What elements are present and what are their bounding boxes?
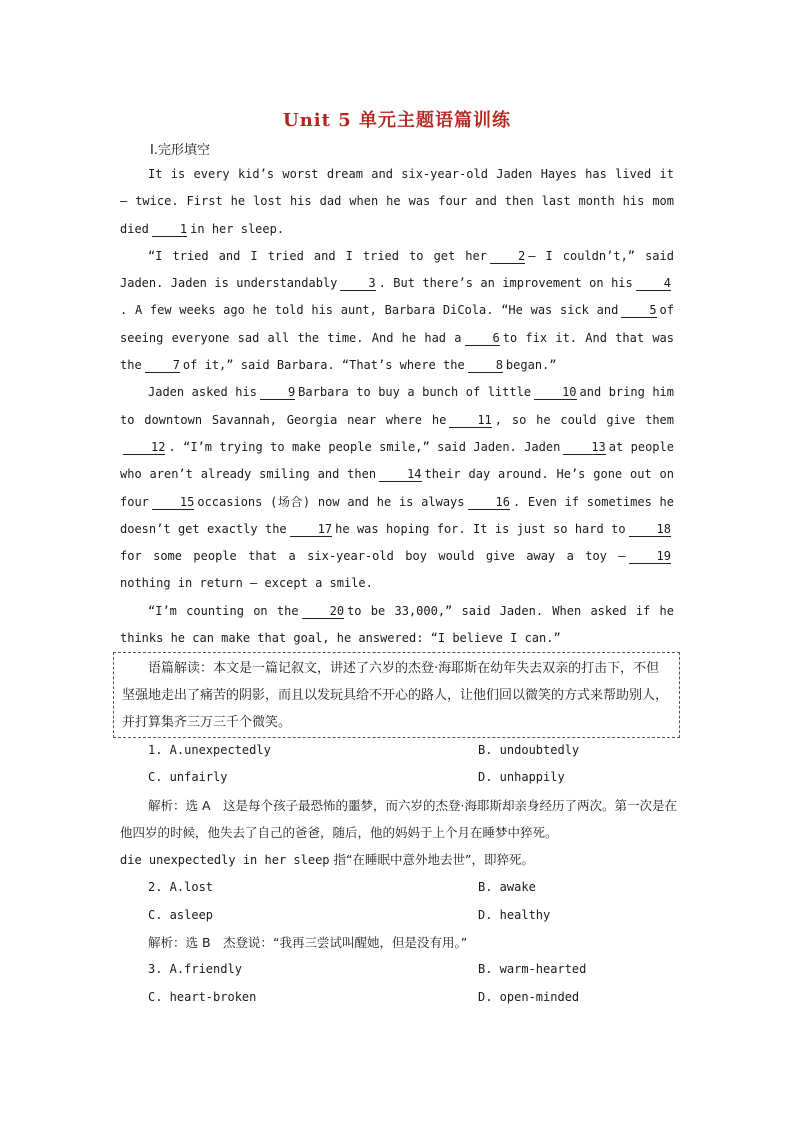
- question-1-options-row-1: [120, 737, 680, 764]
- blank-1: 1: [152, 222, 187, 237]
- option-c: C. unfairly: [148, 770, 228, 785]
- blank-15: 15: [152, 495, 194, 510]
- question-1-options-row-2: [120, 764, 680, 791]
- blank-7: 7: [145, 358, 180, 373]
- passage-text: — I couldn’t,” said Jaden. Jaden is understandably: [120, 248, 674, 291]
- paragraph-1: [120, 161, 674, 243]
- passage-text: began.”: [505, 358, 557, 373]
- option-d: D. healthy: [478, 907, 551, 922]
- passage-text: It is every kid’s worst dream and six-year-old Jaden Hayes has lived it — twice. First he lost his dad when he was four and then last month his mom died: [120, 167, 674, 236]
- blank-6: 6: [465, 331, 500, 346]
- question-3-options-row-1: [120, 956, 680, 983]
- blank-3: 3: [340, 276, 375, 291]
- question-2-explanation: [120, 929, 680, 956]
- blank-5: 5: [621, 303, 656, 318]
- option-a: 3. A.friendly: [148, 962, 242, 977]
- passage-text: of it,” said Barbara. “That’s where the: [182, 358, 465, 373]
- passage-text: . A few weeks ago he told his aunt, Barbara DiCola. “He was sick and: [120, 303, 619, 318]
- blank-17: 17: [290, 522, 332, 537]
- question-2-options-row-1: [120, 874, 680, 901]
- passage-text: . Even if sometimes he doesn’t get exactly the: [120, 494, 674, 536]
- blank-12: 12: [123, 440, 165, 455]
- answer-section: [120, 737, 680, 1011]
- question-3-options-row-2: [120, 984, 680, 1011]
- blank-11: 11: [449, 413, 491, 428]
- passage-text: their day around. He’s gone out on four: [120, 467, 674, 509]
- explanation-text: 解析：选 B 杰登说：“我再三尝试叫醒她，但是没有用。”: [148, 935, 468, 951]
- option-a: 1. A.unexpectedly: [148, 743, 271, 757]
- blank-10: 10: [534, 385, 576, 400]
- page-title: Unit 5 单元主题语篇训练: [283, 110, 511, 131]
- explanation-english: die unexpectedly in her sleep: [120, 853, 330, 868]
- blank-13: 13: [563, 440, 605, 455]
- blank-14: 14: [379, 467, 421, 482]
- option-c: C. heart-broken: [148, 989, 257, 1004]
- option-d: D. unhappily: [478, 770, 565, 785]
- passage-text: nothing in return — except a smile.: [120, 576, 373, 591]
- option-b: B. undoubtedly: [478, 743, 580, 757]
- paragraph-4: [120, 598, 674, 653]
- option-a: 2. A.lost: [148, 880, 214, 895]
- question-2-options-row-2: [120, 902, 680, 929]
- passage-text: and bring him to downtown Savannah, Georgia near where he: [120, 385, 675, 427]
- paragraph-3: [120, 379, 674, 597]
- blank-9: 9: [260, 385, 295, 400]
- question-1-explanation: [120, 792, 680, 847]
- passage-text: for some people that a six-year-old boy would give away a toy —: [120, 549, 626, 564]
- blank-8: 8: [468, 358, 503, 373]
- option-c: C. asleep: [148, 907, 214, 922]
- passage-text: he was hoping for. It is just so hard to: [335, 521, 626, 536]
- option-b: B. warm-hearted: [478, 962, 587, 977]
- passage-text: at people who aren’t already smiling and then: [120, 439, 674, 482]
- passage-text: in her sleep.: [190, 221, 285, 236]
- passage-text: to be 33,000,” said Jaden. When asked if he thinks he can make that goal, he answered: “I believe I can.”: [120, 603, 674, 646]
- passage-text: of seeing everyone sad all the time. And he had a: [120, 303, 674, 345]
- blank-2: 2: [490, 249, 525, 264]
- passage-text: “I’m counting on the: [148, 603, 299, 618]
- option-b: B. awake: [478, 880, 536, 895]
- passage-text: “I tried and I tried and I tried to get her: [148, 248, 487, 263]
- blank-16: 16: [468, 495, 510, 510]
- passage-text: Jaden asked his: [148, 385, 257, 400]
- cloze-passage: [120, 161, 674, 652]
- passage-summary-box: 语篇解读：本文是一篇记叙文，讲述了六岁的杰登·海耶斯在幼年失去双亲的打击下，不但坚强地走出了痛苦的阴影，而且以发玩具给不开心的路人，让他们回以微笑的方式来帮助别人，并打算集齐三万三千个微笑。: [113, 652, 680, 738]
- option-d: D. open-minded: [478, 989, 580, 1004]
- question-1-explanation-cont: [120, 846, 680, 874]
- passage-text: . “I’m trying to make people smile,” said Jaden. Jaden: [168, 439, 561, 454]
- passage-text: , so he could give them: [494, 412, 674, 427]
- blank-18: 18: [629, 522, 671, 537]
- passage-text: to fix it. And that was the: [120, 330, 674, 373]
- blank-4: 4: [636, 276, 671, 291]
- explanation-text: 指“在睡眠中意外地去世”，即猝死。: [333, 852, 534, 868]
- passage-text: . But there’s an improvement on his: [378, 276, 633, 291]
- blank-19: 19: [629, 549, 671, 564]
- paragraph-2: [120, 243, 674, 379]
- passage-text: occasions (场合) now and he is always: [197, 494, 465, 509]
- passage-text: Barbara to buy a bunch of little: [298, 385, 532, 400]
- blank-20: 20: [302, 604, 344, 619]
- explanation-text: 解析：选 A 这是每个孩子最恐怖的噩梦，而六岁的杰登·海耶斯却亲身经历了两次。第一次是在他四岁的时候，他失去了自己的爸爸，随后，他的妈妈于上个月在睡梦中猝死。: [120, 797, 677, 840]
- section-heading: Ⅰ.完形填空: [150, 143, 210, 158]
